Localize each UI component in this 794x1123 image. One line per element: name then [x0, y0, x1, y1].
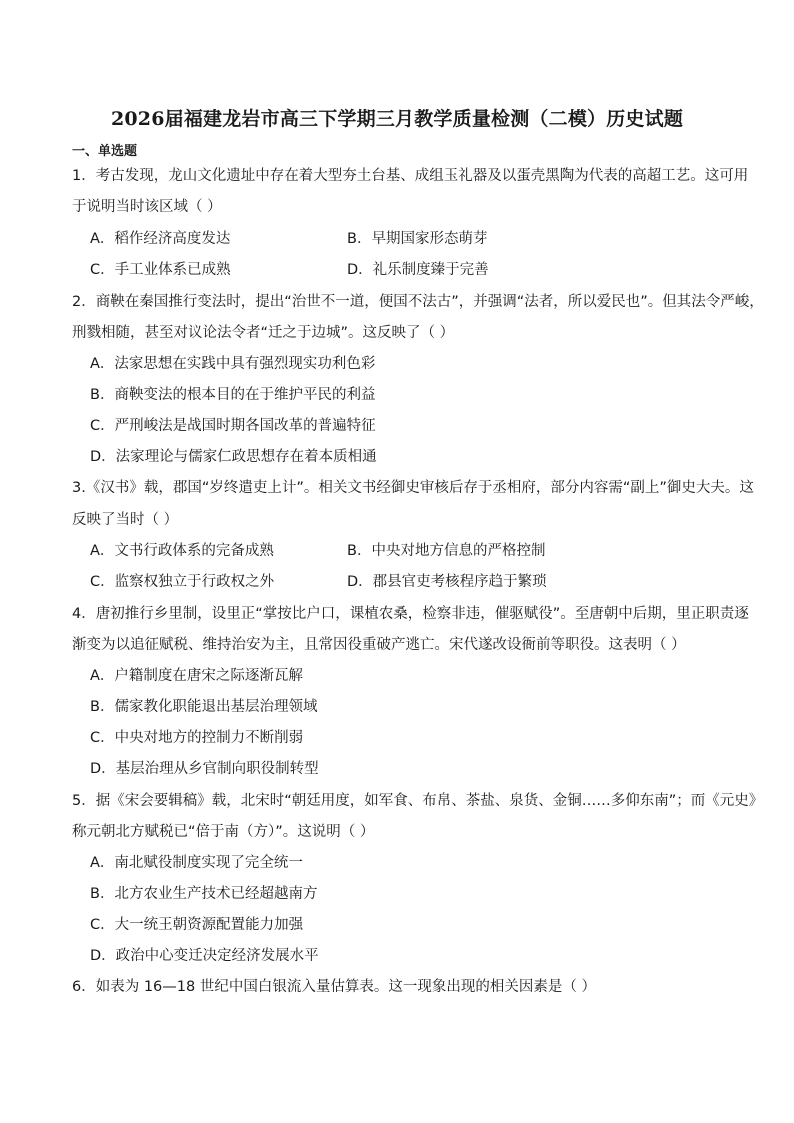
question-3-line-2: 反映了当时（ ） [72, 512, 179, 528]
question-3-option-c: C．监察权独立于行政权之外 [90, 574, 275, 590]
question-4-option-a: A．户籍制度在唐宋之际逐渐瓦解 [90, 668, 303, 684]
question-5-option-a: A．南北赋役制度实现了完全统一 [90, 855, 303, 871]
question-5-option-b: B．北方农业生产技术已经超越南方 [90, 886, 318, 902]
question-3-option-d: D．郡县官吏考核程序趋于繁琐 [347, 574, 547, 590]
question-2-option-c: C．严刑峻法是战国时期各国改革的普遍特征 [90, 418, 376, 434]
question-5-option-c: C．大一统王朝资源配置能力加强 [90, 917, 304, 933]
section-heading: 一、单选题 [72, 144, 138, 159]
question-4-option-c: C．中央对地方的控制力不断削弱 [90, 730, 304, 746]
question-3-line-1: 3.《汉书》载，郡国“岁终遣吏上计”。相关文书经御史审核后存于丞相府，部分内容需“副上”御史大夫。这 [72, 480, 754, 496]
question-5-line-2: 称元朝北方赋税已“倍于南（方）”。这说明（ ） [72, 824, 375, 840]
question-1-option-b: B．早期国家形态萌芽 [347, 231, 488, 247]
question-5-option-d: D．政治中心变迁决定经济发展水平 [90, 948, 319, 964]
question-3-option-b: B．中央对地方信息的严格控制 [347, 543, 546, 559]
question-1-option-d: D．礼乐制度臻于完善 [347, 262, 489, 278]
question-1-line-1: 1．考古发现，龙山文化遗址中存在着大型夯土台基、成组玉礼器及以蛋壳黑陶为代表的高超工艺。这可用 [72, 168, 749, 184]
question-3-option-a: A．文书行政体系的完备成熟 [90, 543, 274, 559]
question-1-option-c: C．手工业体系已成熟 [90, 262, 231, 278]
question-4-option-b: B．儒家教化职能退出基层治理领域 [90, 699, 318, 715]
page-title: 2026届福建龙岩市高三下学期三月教学质量检测（二模）历史试题 [110, 108, 684, 130]
question-4-line-1: 4．唐初推行乡里制，设里正“掌按比户口，课植农桑，检察非违，催驱赋役”。至唐朝中后期，里正职责逐 [72, 606, 749, 622]
question-2-option-b: B．商鞅变法的根本目的在于维护平民的利益 [90, 387, 376, 403]
question-5-line-1: 5．据《宋会要辑稿》载，北宋时“朝廷用度，如军食、布帛、茶盐、泉货、金铜……多仰东南”；而《元史》 [72, 793, 764, 809]
question-2-line-2: 刑戮相随，甚至对议论法令者“迁之于边城”。这反映了（ ） [72, 325, 455, 341]
question-6-line-1: 6．如表为 16—18 世纪中国白银流入量估算表。这一现象出现的相关因素是（ ） [72, 979, 596, 995]
question-2-option-a: A．法家思想在实践中具有强烈现实功利色彩 [90, 356, 376, 372]
question-4-option-d: D．基层治理从乡官制向职役制转型 [90, 761, 319, 777]
question-2-option-d: D．法家理论与儒家仁政思想存在着本质相通 [90, 449, 377, 465]
question-4-line-2: 渐变为以追征赋税、维持治安为主，且常因役重破产逃亡。宋代遂改设衙前等职役。这表明（ ） [72, 637, 686, 653]
question-1-option-a: A．稻作经济高度发达 [90, 231, 231, 247]
question-1-line-2: 于说明当时该区域（ ） [72, 199, 222, 215]
question-2-line-1: 2．商鞅在秦国推行变法时，提出“治世不一道，便国不法古”，并强调“法者，所以爱民也”。但其法令严峻， [72, 294, 764, 310]
